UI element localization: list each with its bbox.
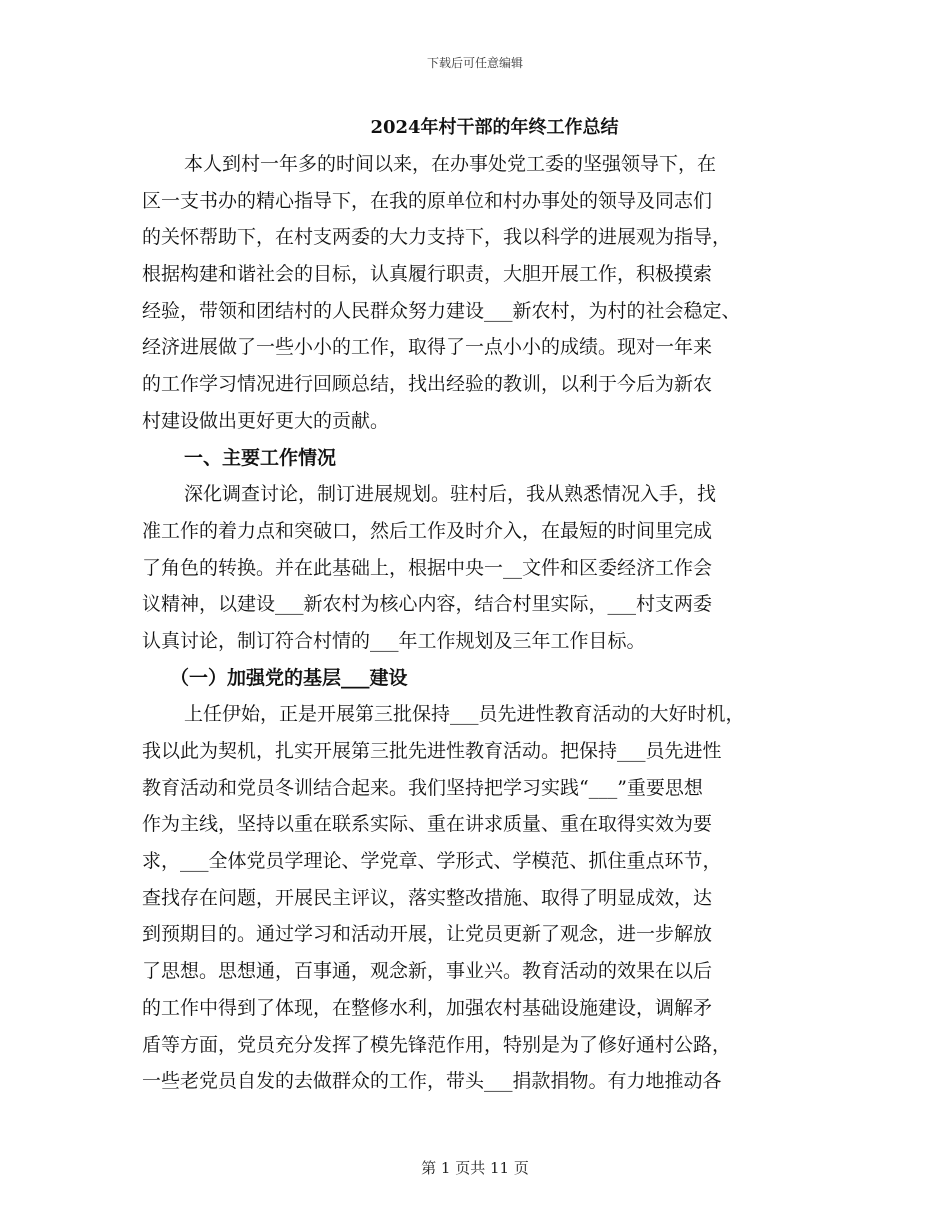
paragraph-line: 经验，带领和团结村的人民群众努力建设___新农村，为村的社会稳定、 — [142, 299, 741, 322]
paragraph-line: 村建设做出更好更大的贡献。 — [142, 409, 390, 432]
paragraph-line: 的关怀帮助下，在村支两委的大力支持下，我以科学的进展观为指导， — [142, 226, 732, 249]
section-heading: 一、主要工作情况 — [184, 446, 337, 469]
paragraph-line: 根据构建和谐社会的目标，认真履行职责，大胆开展工作，积极摸索 — [142, 263, 713, 286]
paragraph-line: 的工作学习情况进行回顾总结，找出经验的教训，以利于今后为新农 — [142, 373, 713, 396]
paragraph-line: 上任伊始，正是开展第三批保持___员先进性教育活动的大好时机， — [184, 703, 745, 726]
paragraph-line: 到预期目的。通过学习和活动开展，让党员更新了观念，进一步解放 — [142, 923, 713, 946]
paragraph-line: 认真讨论，制订符合村情的___年工作规划及三年工作目标。 — [142, 629, 646, 652]
paragraph-line: 求，___全体党员学理论、学党章、学形式、学模范、抓住重点环节， — [142, 850, 722, 873]
document-body — [142, 110, 832, 1100]
paragraph-line: 教育活动和党员冬训结合起来。我们坚持把学习实践“___”重要思想 — [142, 776, 703, 799]
paragraph-line: 一些老党员自发的去做群众的工作，带头___捐款捐物。有力地推动各 — [142, 1070, 722, 1093]
paragraph-line: 了角色的转换。并在此基础上，根据中央一__文件和区委经济工作会 — [142, 556, 713, 579]
paragraph-line: 查找存在问题，开展民主评议，落实整改措施、取得了明显成效，达 — [142, 886, 713, 909]
paragraph-line: 准工作的着力点和突破口，然后工作及时介入，在最短的时间里完成 — [142, 519, 713, 542]
paragraph-line: 本人到村一年多的时间以来，在办事处党工委的坚强领导下，在 — [184, 153, 717, 175]
paragraph-line: 深化调查讨论，制订进展规划。驻村后，我从熟悉情况入手，找 — [184, 483, 717, 506]
paragraph-line: 区一支书办的精心指导下，在我的原单位和村办事处的领导及同志们 — [142, 189, 713, 212]
page-footer: 第 1 页共 11 页 — [421, 1159, 529, 1177]
page-header: 下载后可任意编辑 — [426, 56, 523, 70]
paragraph-line: 经济进展做了一些小小的工作，取得了一点小小的成绩。现对一年来 — [142, 336, 713, 359]
paragraph-line: 了思想。思想通，百事通，观念新，事业兴。教育活动的效果在以后 — [142, 960, 713, 983]
paragraph-line: 我以此为契机，扎实开展第三批先进性教育活动。把保持___员先进性 — [142, 740, 722, 762]
paragraph-line: 盾等方面，党员充分发挥了模先锋范作用，特别是为了修好通村公路， — [142, 1033, 732, 1056]
paragraph-line: 作为主线，坚持以重在联系实际、重在讲求质量、重在取得实效为要 — [142, 813, 713, 836]
paragraph-line: 的工作中得到了体现，在整修水利，加强农村基础设施建设，调解矛 — [142, 996, 713, 1019]
paragraph-line: 议精神，以建设___新农村为核心内容，结合村里实际，___村支两委 — [142, 593, 713, 616]
subsection-heading: （一）加强党的基层___建设 — [170, 666, 408, 689]
document-title: 2024年村干部的年终工作总结 — [370, 117, 619, 138]
